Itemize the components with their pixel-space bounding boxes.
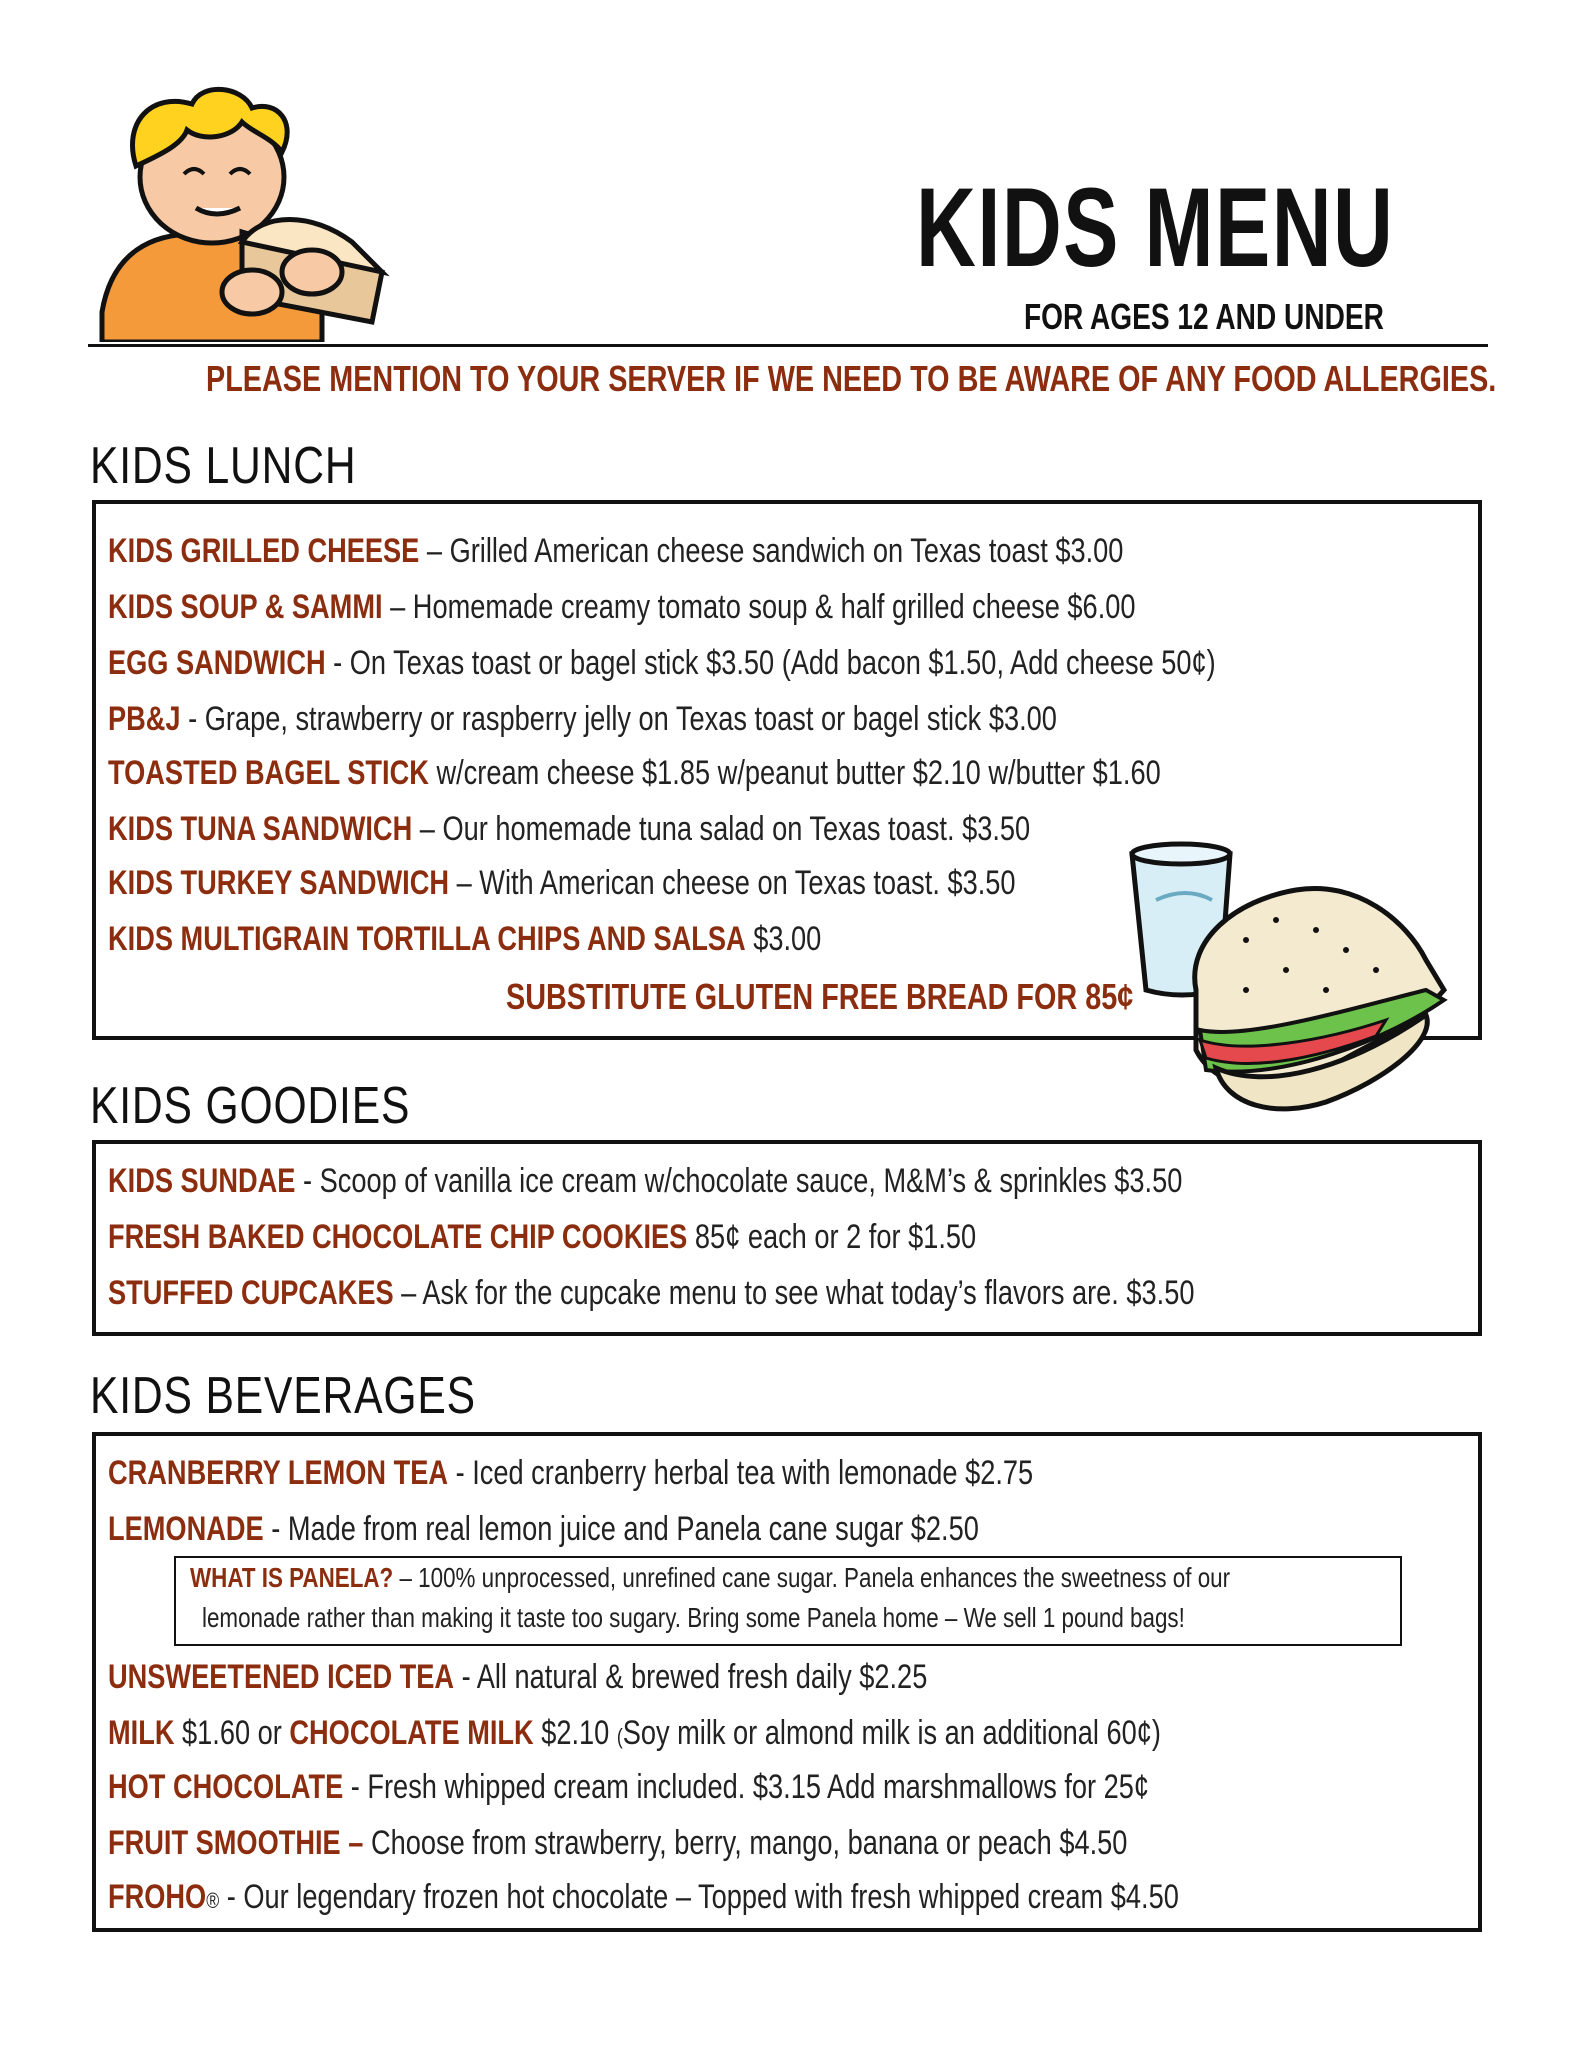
sandwich-and-milk-illustration (1126, 840, 1452, 1120)
lunch-item (108, 646, 1216, 680)
item-separator: – (382, 588, 413, 626)
item-name: KIDS TURKEY SANDWICH (108, 864, 450, 902)
item-description: Grape, strawberry or raspberry jelly on Texas toast or bagel stick $3.00 (204, 700, 1057, 738)
goodies-item (108, 1220, 976, 1254)
menu-title: KIDS MENU (916, 165, 1395, 290)
panela-line-2: lemonade rather than making it taste too sugary. Bring some Panela home – We sell 1 pound bags! (202, 1602, 1185, 1633)
item-description: All natural & brewed fresh daily $2.25 (476, 1658, 928, 1696)
item-separator: - (295, 1162, 320, 1200)
item-separator: - (343, 1768, 368, 1806)
registered-mark: ® (206, 1888, 220, 1913)
item-description: On Texas toast or bagel stick $3.50 (Add bacon $1.50, Add cheese 50¢) (349, 644, 1216, 682)
item-description: 85¢ each or 2 for $1.50 (694, 1218, 977, 1256)
item-description: Fresh whipped cream included. $3.15 Add marshmallows for 25¢ (367, 1768, 1150, 1806)
item-separator: – (449, 864, 480, 902)
item-name: STUFFED CUPCAKES (108, 1274, 394, 1312)
item-name: FROHO (108, 1878, 207, 1916)
item-separator: - (263, 1510, 288, 1548)
beverage-item (108, 1826, 1127, 1860)
item-name: KIDS SUNDAE (108, 1162, 296, 1200)
item-description: With American cheese on Texas toast. $3.50 (479, 864, 1016, 902)
item-separator: - (454, 1658, 477, 1696)
section-title-beverages: KIDS BEVERAGES (90, 1367, 476, 1425)
item-price: $1.60 or (174, 1714, 290, 1752)
panela-line-1 (190, 1564, 1230, 1592)
item-name: KIDS GRILLED CHEESE (108, 532, 420, 570)
lunch-item (108, 922, 821, 956)
item-name: HOT CHOCOLATE (108, 1768, 344, 1806)
item-separator (363, 1824, 371, 1862)
item-separator: – (393, 1274, 423, 1312)
lunch-item (108, 702, 1057, 736)
item-description: Made from real lemon juice and Panela cane sugar $2.50 (287, 1510, 979, 1548)
beverage-item (108, 1880, 1179, 1914)
beverage-item (108, 1716, 1161, 1750)
item-separator: – (412, 810, 443, 848)
menu-subtitle: FOR AGES 12 AND UNDER (1024, 296, 1384, 337)
item-description: w/cream cheese $1.85 w/peanut butter $2.10 w/butter $1.60 (436, 754, 1161, 792)
lunch-item (108, 756, 1161, 790)
item-separator: - (219, 1878, 244, 1916)
goodies-item (108, 1276, 1194, 1310)
beverage-item (108, 1660, 927, 1694)
item-description: Homemade creamy tomato soup & half grilled cheese $6.00 (412, 588, 1136, 626)
item-description: Our legendary frozen hot chocolate – Topped with fresh whipped cream $4.50 (243, 1878, 1179, 1916)
item-separator: - (180, 700, 205, 738)
item-name: FRESH BAKED CHOCOLATE CHIP COOKIES (108, 1218, 688, 1256)
panela-label: WHAT IS PANELA? (190, 1562, 394, 1593)
item-description: Ask for the cupcake menu to see what today’s flavors are. $3.50 (422, 1274, 1195, 1312)
panela-text: – 100% unprocessed, unrefined cane sugar. Panela enhances the sweetness of our (393, 1562, 1231, 1593)
item-separator: - (325, 644, 350, 682)
item-separator: - (448, 1454, 473, 1492)
item-separator (429, 754, 437, 792)
gluten-free-note: SUBSTITUTE GLUTEN FREE BREAD FOR 85¢ (506, 976, 1134, 1017)
lunch-item (108, 812, 1030, 846)
item-name-2: CHOCOLATE MILK (289, 1714, 534, 1752)
item-name: MILK (108, 1714, 175, 1752)
lunch-item (108, 590, 1136, 624)
section-title-lunch: KIDS LUNCH (90, 437, 357, 495)
section-title-goodies: KIDS GOODIES (90, 1077, 411, 1135)
item-name: KIDS MULTIGRAIN TORTILLA CHIPS AND SALSA (108, 920, 746, 958)
lunch-item (108, 534, 1123, 568)
item-separator (746, 920, 754, 958)
item-name: PB&J (108, 700, 181, 738)
item-description: Grilled American cheese sandwich on Texas toast $3.00 (449, 532, 1124, 570)
item-description: Choose from strawberry, berry, mango, banana or peach $4.50 (370, 1824, 1128, 1862)
item-separator (687, 1218, 695, 1256)
item-name: CRANBERRY LEMON TEA (108, 1454, 449, 1492)
beverage-item (108, 1770, 1149, 1804)
allergy-notice: PLEASE MENTION TO YOUR SERVER IF WE NEED TO BE AWARE OF ANY FOOD ALLERGIES. (206, 358, 1497, 399)
item-description: Iced cranberry herbal tea with lemonade $2.75 (472, 1454, 1034, 1492)
beverage-item (108, 1456, 1033, 1490)
item-description: $3.00 (753, 920, 822, 958)
item-separator: – (419, 532, 450, 570)
item-name: EGG SANDWICH (108, 644, 326, 682)
item-name: UNSWEETENED ICED TEA (108, 1658, 455, 1696)
goodies-item (108, 1164, 1182, 1198)
item-name: TOASTED BAGEL STICK (108, 754, 429, 792)
item-name: KIDS SOUP & SAMMI (108, 588, 383, 626)
item-name: LEMONADE (108, 1510, 264, 1548)
item-name: KIDS TUNA SANDWICH (108, 810, 413, 848)
lunch-item (108, 866, 1016, 900)
item-description: Scoop of vanilla ice cream w/chocolate sauce, M&M’s & sprinkles $3.50 (319, 1162, 1183, 1200)
item-name: FRUIT SMOOTHIE – (108, 1824, 364, 1862)
item-description: Our homemade tuna salad on Texas toast. $3.50 (442, 810, 1031, 848)
header-divider (88, 344, 1488, 347)
item-note: Soy milk or almond milk is an additional 60¢) (622, 1714, 1161, 1752)
boy-eating-sandwich-illustration (92, 82, 392, 342)
beverage-item (108, 1512, 979, 1546)
paren-open: ( (616, 1724, 623, 1749)
item-price-2: $2.10 (533, 1714, 617, 1752)
